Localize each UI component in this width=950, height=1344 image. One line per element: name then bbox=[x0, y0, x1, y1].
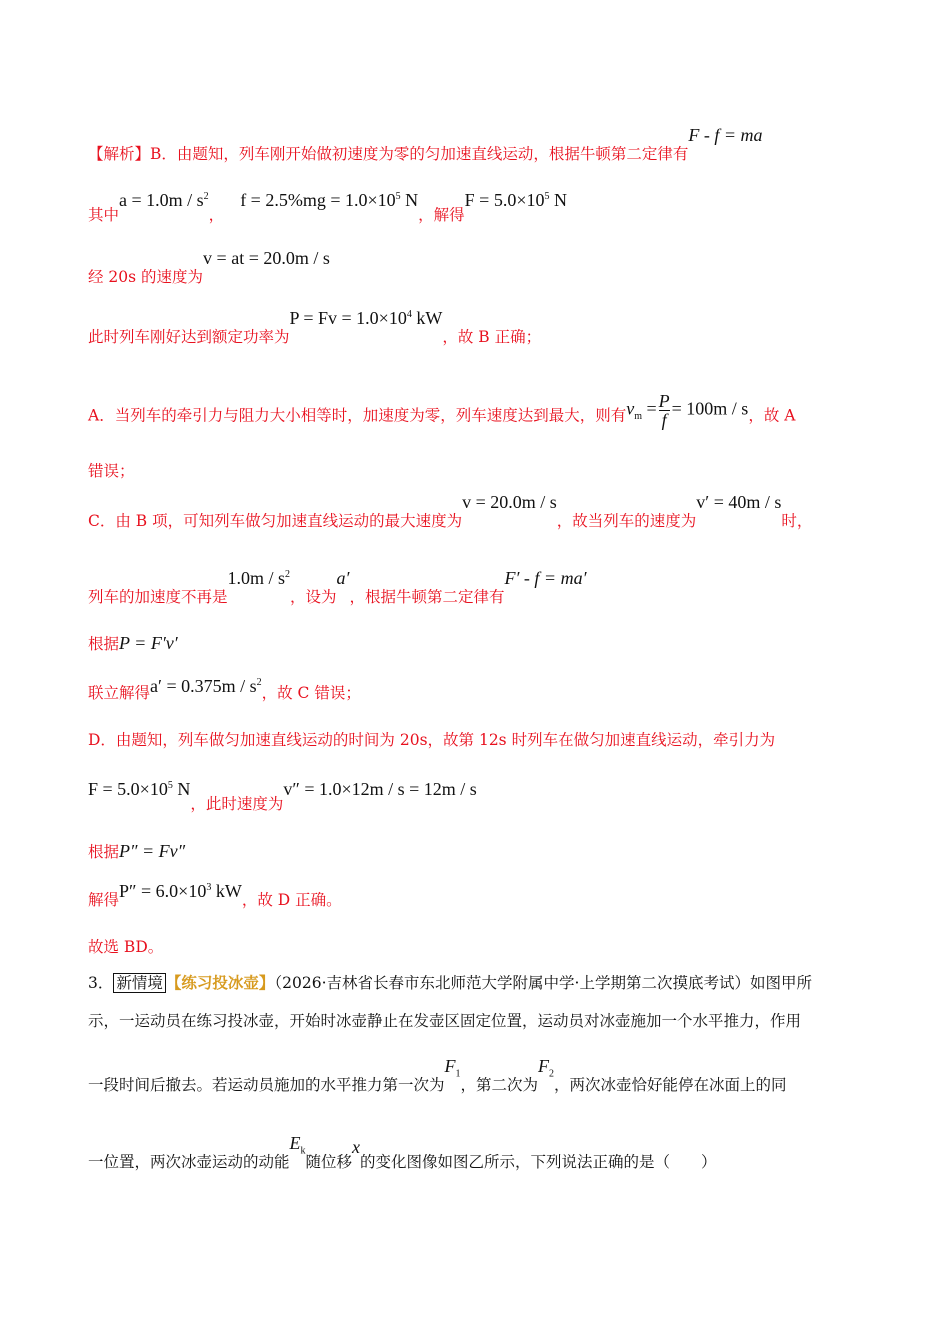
max-velocity-value: v = 20.0m / s bbox=[462, 492, 557, 512]
force-result-equation: $F = 5.0\times 10^5$ N bbox=[464, 190, 567, 210]
conclusion-text: ，故 D 正确。 bbox=[241, 891, 342, 909]
new-acceleration-symbol: a′ bbox=[336, 568, 350, 588]
question-3-line-1 bbox=[88, 972, 812, 994]
analysis-line-2 bbox=[88, 190, 567, 226]
label-text: ，故当列车的速度为 bbox=[556, 512, 697, 530]
velocity-equation: v = at = 20.0m / s bbox=[203, 248, 330, 268]
conclusion-text: ，故 A bbox=[748, 406, 796, 425]
analysis-line-11 bbox=[88, 729, 775, 751]
kinetic-energy-symbol: $E_k$ bbox=[289, 1133, 306, 1157]
label-text: 经 20s 的速度为 bbox=[88, 268, 204, 286]
traction-force-equation: $F = 5.0\times 10^5$ N bbox=[88, 779, 191, 799]
question-3-line-3 bbox=[88, 1056, 787, 1096]
displacement-symbol: x bbox=[352, 1137, 361, 1157]
force-f2-symbol: $F_2$ bbox=[538, 1056, 555, 1080]
analysis-line-1 bbox=[88, 125, 763, 165]
question-text: （2026·吉林省长春市东北师范大学附属中学·上学期第二次摸底考试）如图甲所 bbox=[274, 974, 812, 992]
label-text: ，此时速度为 bbox=[190, 795, 284, 813]
new-acceleration-result: $a' = 0.375m / s^2$ bbox=[150, 676, 262, 696]
analysis-line-15 bbox=[88, 936, 163, 958]
question-text: 的变化图像如图乙所示，下列说法正确的是（ ） bbox=[360, 1153, 717, 1171]
new-context-tag: 新情境 bbox=[113, 973, 166, 993]
analysis-line-12 bbox=[88, 779, 477, 815]
acceleration-equation: $a = 1.0m / s^2$ bbox=[119, 190, 209, 210]
conclusion-text: ，故 B 正确； bbox=[442, 328, 542, 346]
analysis-line-4 bbox=[88, 308, 542, 348]
label-text: ，根据牛顿第二定律有 bbox=[349, 588, 505, 606]
newton-law-new-equation: F′ - f = ma′ bbox=[504, 568, 587, 588]
answer-text: 故选 BD。 bbox=[88, 938, 164, 956]
question-text: 示，一运动员在练习投冰壶，开始时冰壶静止在发壶区固定位置，运动员对冰壶施加一个水平推力，作用 bbox=[88, 1012, 802, 1030]
power-equation: $P = Fv = 1.0\times 10^4$ kW bbox=[289, 308, 443, 328]
label-text: 联立解得 bbox=[88, 684, 151, 702]
question-text: 一位置，两次冰壶运动的动能 bbox=[88, 1153, 290, 1171]
label-text: 根据 bbox=[88, 843, 120, 861]
option-c-text: C．由 B 项，可知列车做匀加速直线运动的最大速度为 bbox=[88, 512, 463, 530]
power-at-12s-relation: P″ = Fv″ bbox=[119, 841, 186, 861]
label-text: 解得 bbox=[88, 891, 120, 909]
analysis-line-14 bbox=[88, 881, 342, 911]
question-3-line-2 bbox=[88, 1010, 801, 1032]
analysis-line-13 bbox=[88, 840, 185, 863]
analysis-line-8 bbox=[88, 568, 587, 608]
label-text: 其中 bbox=[88, 206, 120, 224]
old-acceleration-value: $1.0m / s^2$ bbox=[227, 568, 291, 588]
question-3-line-4 bbox=[88, 1133, 717, 1173]
question-text: 一段时间后撤去。若运动员施加的水平推力第一次为 bbox=[88, 1076, 445, 1094]
label-text: ，设为 bbox=[290, 588, 337, 606]
label-text: ，解得 bbox=[418, 206, 465, 224]
label-text: 根据 bbox=[88, 635, 120, 653]
force-f1-symbol: $F_1$ bbox=[444, 1056, 461, 1080]
conclusion-text: 错误； bbox=[88, 462, 135, 480]
conclusion-text: ，故 C 错误； bbox=[261, 684, 361, 702]
analysis-line-6 bbox=[88, 460, 135, 482]
new-velocity-value: v′ = 40m / s bbox=[696, 492, 782, 512]
question-number: 3． bbox=[88, 974, 114, 992]
analysis-line-7 bbox=[88, 492, 813, 532]
option-a-text: A．当列车的牵引力与阻力大小相等时，加速度为零，列车速度达到最大，则有 bbox=[88, 406, 627, 425]
analysis-line-9 bbox=[88, 632, 178, 655]
label-text: 时， bbox=[781, 512, 813, 530]
analysis-line-10 bbox=[88, 676, 361, 704]
question-text: 随位移 bbox=[305, 1153, 353, 1171]
label-text: 列车的加速度不再是 bbox=[88, 588, 228, 606]
power-at-12s-result: $P'' = 6.0\times 10^3$ kW bbox=[119, 881, 242, 901]
analysis-line-3 bbox=[88, 248, 330, 288]
analysis-line-5 bbox=[88, 391, 796, 435]
topic-tag: 【练习投冰壶】 bbox=[165, 973, 275, 992]
label-text: 此时列车刚好达到额定功率为 bbox=[88, 328, 290, 346]
option-d-text: D．由题知，列车做匀加速直线运动的时间为 20s，故第 12s 时列车在做匀加速直线运动，牵引力为 bbox=[88, 731, 776, 749]
question-text: ，第二次为 bbox=[460, 1076, 539, 1094]
power-relation-equation: P = F′v′ bbox=[119, 633, 178, 653]
velocity-at-12s-equation: v″ = 1.0×12m / s = 12m / s bbox=[283, 779, 477, 799]
friction-equation: $f = 2.5\%mg = 1.0\times 10^5$ N bbox=[240, 190, 419, 210]
question-text: ，两次冰壶恰好能停在冰面上的同 bbox=[554, 1076, 787, 1094]
analysis-intro-text: 【解析】B．由题知，列车刚开始做初速度为零的匀加速直线运动，根据牛顿第二定律有 bbox=[88, 145, 689, 163]
newton-second-law-equation: F - f = ma bbox=[688, 125, 763, 145]
separator-text: ， bbox=[208, 206, 225, 224]
max-velocity-equation: $v_m$ = $\frac{P}{f}$ = 100m / s bbox=[626, 391, 749, 430]
